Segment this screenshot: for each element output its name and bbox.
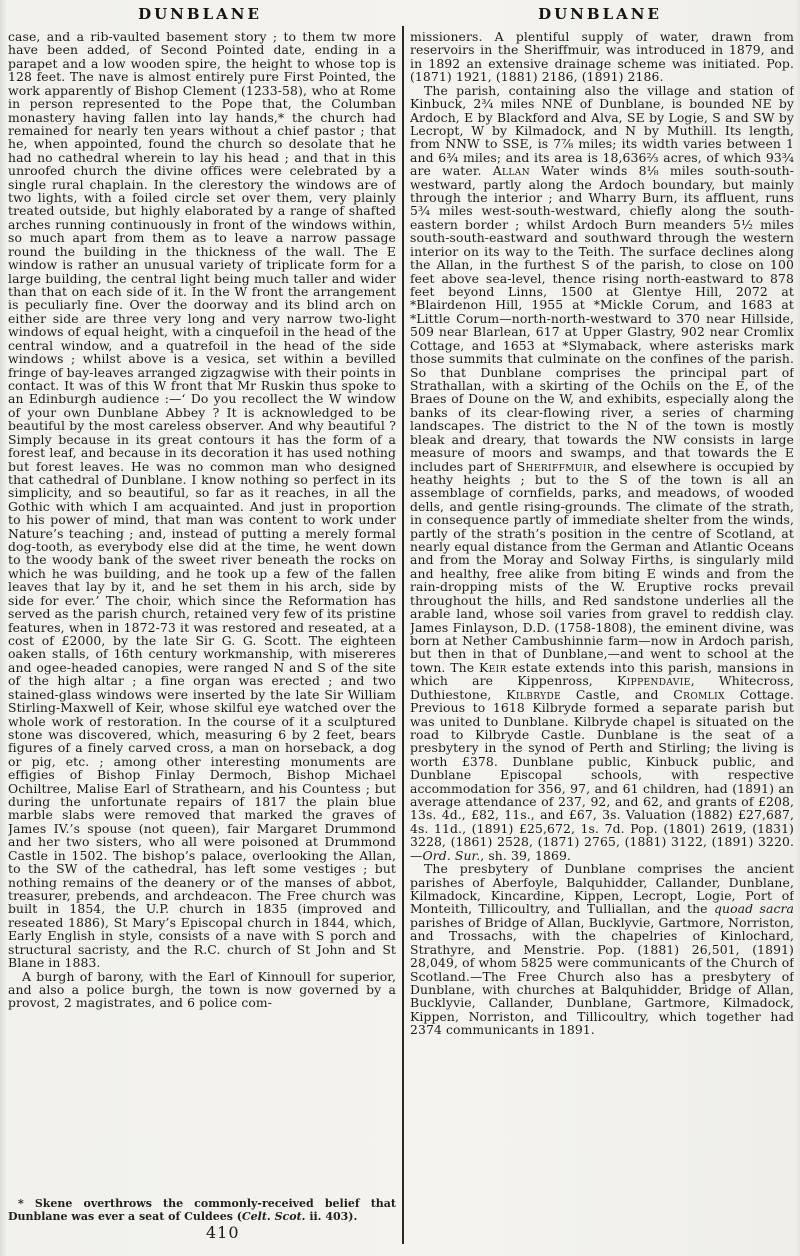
text-run: Cottage. Previous to 1618 Kilbryde formed a separate parish but was united to Dunblane. Kilbryde chapel is situated on the road to Kilbryde Castle. Dunblane is the seat of a presbytery in the synod of Perth and Stirling; the living is worth £378. Dunblane public, Kinbuck public, and Dunblane Episcopal schools, with respective accommodation for 356, 97, and 61 children, had (1891) an average attendance of 237, 92, and 62, and grants of £208, 13s. 4d., £82, 11s., and £67, 3s. Valuation (1882) £27,687, 4s. 11d., (1891) £25,672, 1s. 7d. Pop. (1801) 2619, (1831) 3228, (1861) 2528, (1871) 2765, (1881) 3122, (1891) 3220.— — [410, 686, 794, 863]
left-column — [8, 30, 396, 1180]
smallcaps-text: Cromlix — [673, 686, 725, 702]
text-run: The presbytery of Dunblane comprises the ancient parishes of Aberfoyle, Balquhidder, Callander, Dunblane, Kilmadock, Kincardine, Kippen, Lecropt, Logie, Port of Monteith, Tillicoultry, and Tulliallan, and the — [410, 861, 794, 917]
page-number: 410 — [206, 1223, 240, 1242]
text-run: A burgh of barony, with the Earl of Kinnoull for superior, and also a police burgh, the town is now governed by a provost, 2 magistrates, and 6 police com- — [8, 968, 396, 1011]
paragraph — [410, 862, 794, 1036]
text-run: parishes of Bridge of Allan, Bucklyvie, Gartmore, Norriston, and Trossachs, with the chapelries of Kinlochard, Strathyre, and Menstrie. Pop. (1881) 26,501, (1891) 28,049, of whom 5825 were communicants of the Church of Scotland.—The Free Church also has a presbytery of Dunblane, with churches at Balquhidder, Bridge of Allan, Bucklyvie, Callander, Dunblane, Gartmore, Kilmadock, Kippen, Norriston, and Tillicoultry, which together had 2374 communicants in 1891. — [410, 914, 794, 1038]
text-run: , Whitecross, Duthiestone, — [410, 673, 794, 702]
column-divider — [402, 26, 404, 1244]
smallcaps-text: Keir — [479, 659, 507, 675]
text-run: estate extends into this parish, mansions in which are Kippenross, — [410, 659, 794, 689]
text-run: , and elsewhere is occupied by heathy heights ; but to the S of the town is all an assemblage of cornfields, parks, and meadows, of wooded dells, and gentle rising-grounds. The climate of the strath, in consequence partly of immediate shelter from the winds, partly of the strath’s position in the centre of Scotland, at nearly equal distance from the German and Atlantic Oceans and from the Moray and Solway Firths, is singularly mild and healthy, free alike from biting E winds and from the rain-dropping mists of the W. Eruptive rocks prevail throughout the hills, and Red sandstone underlies all the arable land, whose soil varies from gravel to reddish clay. James Finlayson, D.D. (1758-1808), the eminent divine, was born at Nether Cambushinnie farm—now in Ardoch parish, but then in that of Dunblane,—and went to school at the town. The — [410, 458, 794, 675]
italic-text: Ord. Sur. — [422, 847, 481, 863]
smallcaps-text: Sheriffmuir — [516, 458, 594, 474]
smallcaps-text: Kilbryde — [506, 686, 562, 702]
paragraph — [410, 30, 794, 84]
smallcaps-text: Kippendavie — [617, 673, 691, 689]
paragraph — [8, 30, 396, 970]
text-run: missioners. A plentiful supply of water, drawn from reservoirs in the Sheriffmuir, was introduced in 1879, and in 1892 an extensive drainage scheme was initiated. Pop. (1871) 1921, (1881) 2186, (1891) 2186. — [410, 30, 794, 85]
text-run: Water winds 8⅛ miles south-south-westward, partly along the Ardoch boundary, but mainly through the interior ; and Wharry Burn, its affluent, runs 5¾ miles west-south-westward, chiefly along the south-eastern border ; whilst Ardoch Burn meanders 5½ miles south-south-eastward and southward through the western interior on its way to the Teith. The surface declines along the Allan, in the furthest S of the parish, to close on 100 feet above sea-level, thence rising north-eastward to 878 feet beyond Linns, 1500 at Glentye Hill, 2072 at *Blairdenon Hill, 1955 at *Mickle Corum, and 1683 at *Little Corum—north-north-westward to 370 near Hillside, 509 near Blarlean, 617 at Upper Glastry, 902 near Cromlix Cottage, and 1653 at *Slymaback, where asterisks mark those summits that culminate on the confines of the parish. So that Dunblane comprises the principal part of Strathallan, with a skirting of the Ochils on the E, of the Braes of Doune on the W, and exhibits, especially along the banks of its clear-flowing river, a series of charming landscapes. The district to the N of the town is mostly bleak and dreary, that towards the NW consists in large measure of moors and swamps, and that towards the E includes part of — [410, 163, 794, 474]
running-head-left: DUNBLANE — [138, 5, 262, 23]
text-run: ii. 403). — [305, 1209, 358, 1223]
right-column — [410, 30, 794, 1242]
text-run: The parish, containing also the village and station of Kinbuck, 2¾ miles NNE of Dunblane, is bounded NE by Ardoch, E by Blackford and Alva, SE by Logie, S and SW by Lecropt, W by Kilmadock, and N by Muthill. Its length, from NNW to SSE, is 7⅞ miles; its width varies between 1 and 6¾ miles; and its area is 18,636⅔ acres, of which 93¾ are water. — [410, 82, 794, 179]
text-run: case, and a rib-vaulted basement story ; to them tw more have been added, of Second Pointed date, ending in a parapet and a low wooden spire, the height to whose top is 128 feet. The nave is almost entirely pure First Pointed, the work apparently of Bishop Clement (1233-58), who at Rome in person represented to the Pope that, the Columban monastery having fallen into lay hands,* the church had remained for nearly ten years without a chief pastor ; that he, when appointed, found the church so desolate that he had no cathedral wherein to lay his head ; and that in this unroofed church the divine offices were celebrated by a single rural chaplain. In the clerestory the windows are of two lights, with a foiled circle set over them, very plainly treated outside, but highly elaborated by a range of shafted arches running continuously in front of the windows within, so much apart from them as to leave a narrow passage round the building in the thickness of the wall. The E window is rather an unusual variety of triplicate form for a large building, the central light being much taller and wider than that on each side of it. In the W front the arrangement is peculiarly fine. Over the doorway and its blind arch on either side are three very long and very narrow two-light windows of equal height, with a cinquefoil in the head of the central window, and a quatrefoil in the head of the side windows ; whilst above is a vesica, set within a bevilled fringe of bay-leaves arranged zigzagwise with their points in contact. It was of this W front that Mr Ruskin thus spoke to an Edinburgh audience :—‘ Do you recollect the W window of your own Dunblane Abbey ? It is acknowledged to be beautiful by the most careless observer. And why beautiful ? Simply because in its great contours it has the form of a forest leaf, and because in its decoration it has used nothing but forest leaves. He was no common man who designed that cathedral of Dunblane. I know nothing so perfect in its simplicity, and so beautiful, so far as it reaches, in all the Gothic with which I am acquainted. And just in proportion to his power of mind, that man was content to work under Nature’s teaching ; and, instead of putting a merely formal dog-tooth, as everybody else did at the time, he went down to the woody bank of the sweet river beneath the rocks on which he was building, and he took up a few of the fallen leaves that lay by it, and he set them in his arch, side by side for ever.’ The choir, which since the Reformation has served as the parish church, retained very few of its pristine features, when in 1872-73 it was restored and reseated, at a cost of £2000, by the late Sir G. G. Scott. The eighteen oaken stalls, of 16th century workmanship, with misereres and ogee-headed canopies, were ranged N and S of the site of the high altar ; a fine organ was erected ; and two stained-glass windows were inserted by the late Sir William Stirling-Maxwell of Keir, whose skilful eye watched over the whole work of restoration. In the course of it a sculptured stone was discovered, which, measuring 6 by 2 feet, bears figures of a finely carved cross, a man on horseback, a dog or pig, etc. ; among other interesting monuments are effigies of Bishop Finlay Dermoch, Bishop Michael Ochiltree, Malise Earl of Strathearn, and his Countess ; but during the unfortunate repairs of 1817 the plain blue marble slabs were removed that marked the graves of James IV.’s spouse (not queen), fair Margaret Drummond and her two sisters, who all were poisoned at Drummond Castle in 1502. The bishop’s palace, overlooking the Allan, to the SW of the cathedral, has left some vestiges ; but nothing remains of the deanery or of the manses of abbot, treasurer, prebends, and archdeacon. The Free church was built in 1854, the U.P. church in 1835 (improved and reseated 1886), St Mary’s Episcopal church in 1844, which, Early English in style, consists of a nave with S porch and structural sacristy, and the R.C. church of St John and St Blane in 1883. — [8, 30, 396, 971]
smallcaps-text: Allan — [492, 163, 530, 179]
italic-text: quoad sacra — [713, 901, 794, 917]
paragraph — [8, 970, 396, 1010]
italic-text: Celt. Scot. — [241, 1209, 306, 1223]
paragraph — [410, 84, 794, 862]
running-head-right: DUNBLANE — [538, 5, 662, 23]
text-run: * Skene overthrows the commonly-received belief that Dunblane was ever a seat of Culdees ( — [8, 1197, 396, 1223]
footnote — [8, 1198, 396, 1223]
text-run: Castle, and — [561, 686, 674, 702]
text-run: , sh. 39, 1869. — [480, 847, 571, 863]
